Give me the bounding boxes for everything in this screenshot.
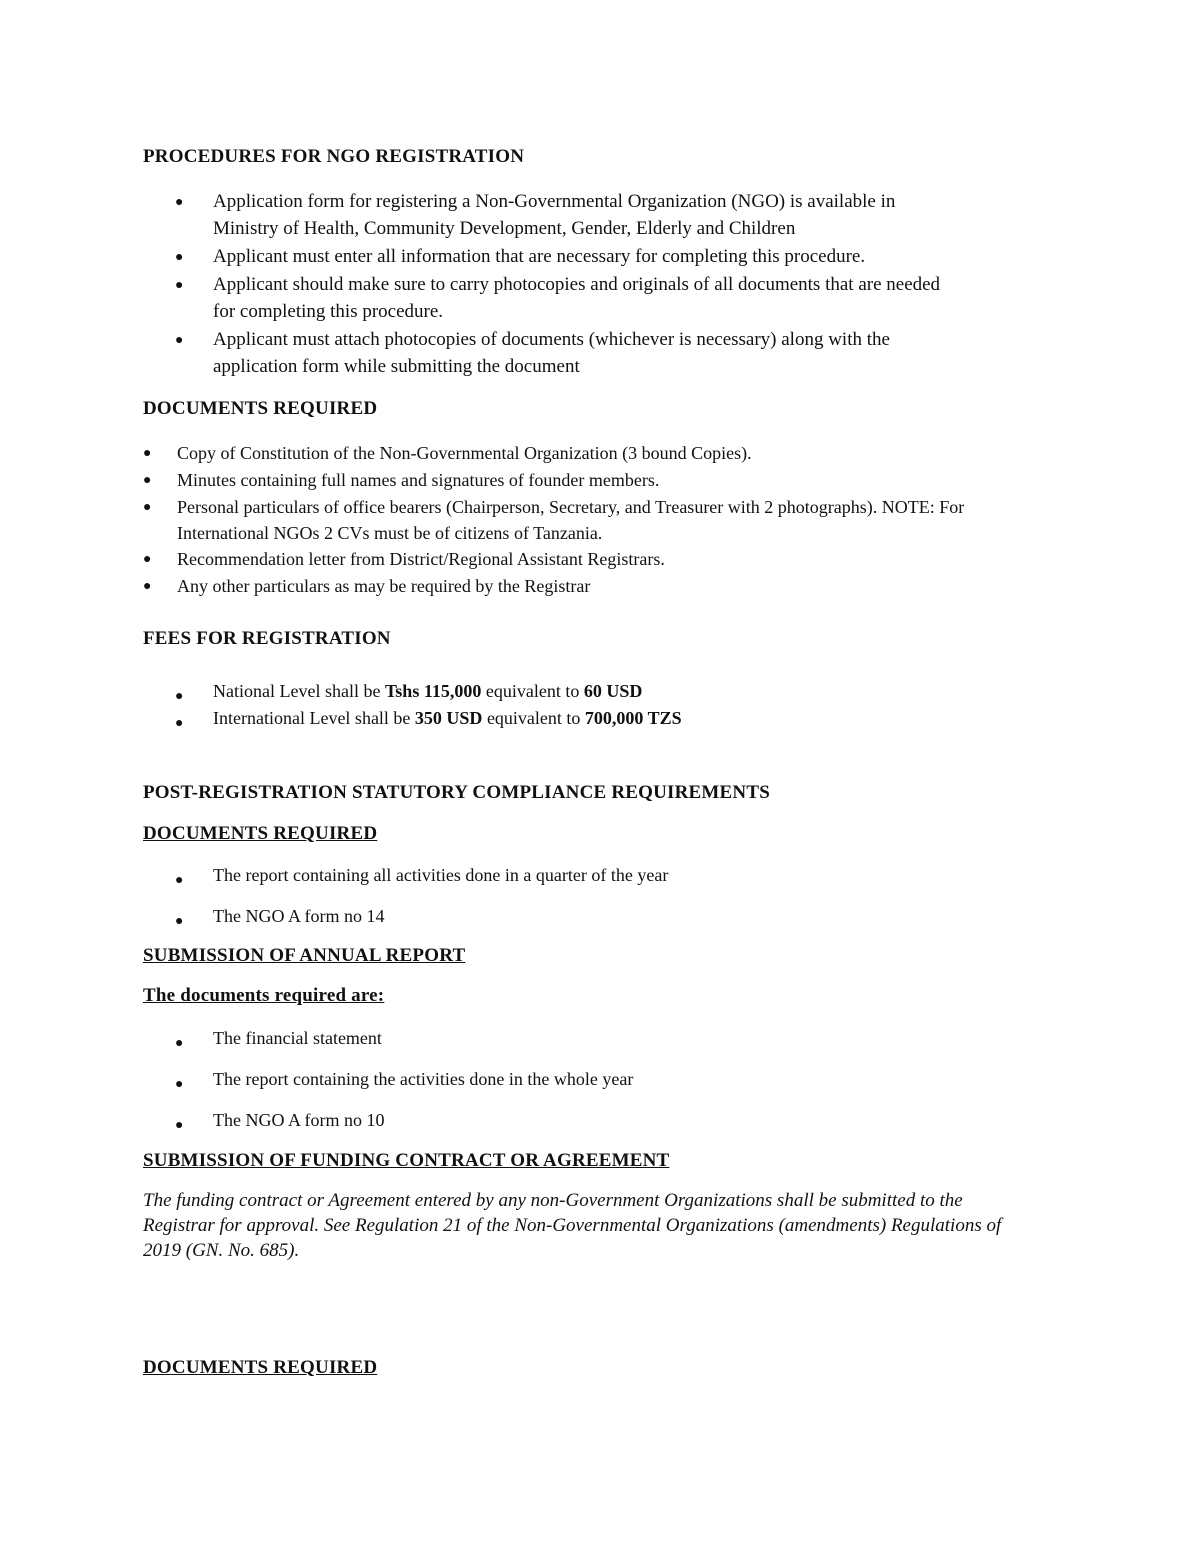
bullet-icon: ●	[175, 1077, 184, 1092]
fee-international-equivalent: 700,000 TZS	[584, 708, 682, 728]
annual-report-heading: SUBMISSION OF ANNUAL REPORT	[143, 945, 466, 966]
documents-item-line: Copy of Constitution of the Non-Governmental Organization (3 bound Copies).	[177, 443, 752, 463]
bullet-icon: ●	[175, 873, 184, 888]
procedures-heading: PROCEDURES FOR NGO REGISTRATION	[143, 146, 525, 167]
fees-heading: FEES FOR REGISTRATION	[143, 628, 391, 649]
bullet-icon: ●	[175, 195, 184, 210]
post-registration-heading: POST-REGISTRATION STATUTORY COMPLIANCE REQUIREMENTS	[143, 782, 770, 803]
documents-item-line: Personal particulars of office bearers (Chairperson, Secretary, and Treasurer with 2 photographs). NOTE: For	[177, 497, 965, 517]
annual-report-item-text: The financial statement	[213, 1028, 382, 1048]
bullet-icon: ●	[143, 500, 152, 515]
post-registration-docs-heading: DOCUMENTS REQUIRED	[143, 823, 378, 844]
documents-item-line: Recommendation letter from District/Regional Assistant Registrars.	[177, 549, 665, 569]
annual-report-item-text: The NGO A form no 10	[213, 1110, 385, 1130]
procedures-item-line: Ministry of Health, Community Development, Gender, Elderly and Children	[213, 218, 796, 239]
post-registration-item-text: The NGO A form no 14	[213, 906, 385, 926]
bullet-icon: ●	[175, 333, 184, 348]
fee-national-label: National Level shall be	[213, 681, 385, 701]
procedures-item-line: Applicant must attach photocopies of documents (whichever is necessary) along with the	[213, 329, 890, 350]
bullet-icon: ●	[175, 250, 184, 265]
fee-national-text	[213, 678, 642, 704]
fee-national-mid: equivalent to	[481, 681, 584, 701]
fee-international-text	[213, 705, 682, 731]
bullet-icon: ●	[175, 689, 184, 704]
documents-item-line: Any other particulars as may be required by the Registrar	[177, 576, 591, 596]
funding-line: 2019 (GN. No. 685).	[143, 1240, 300, 1261]
documents-required-heading: DOCUMENTS REQUIRED	[143, 398, 378, 419]
funding-heading: SUBMISSION OF FUNDING CONTRACT OR AGREEMENT	[143, 1150, 670, 1171]
funding-line: Registrar for approval. See Regulation 21 of the Non-Governmental Organizations (amendments) Regulations of	[143, 1215, 1002, 1236]
procedures-item-line: Application form for registering a Non-Governmental Organization (NGO) is available in	[213, 191, 896, 212]
bullet-icon: ●	[143, 446, 152, 461]
bullet-icon: ●	[175, 914, 184, 929]
fee-international-label: International Level shall be	[213, 708, 415, 728]
bullet-icon: ●	[175, 716, 184, 731]
documents-item-line: International NGOs 2 CVs must be of citizens of Tanzania.	[177, 523, 603, 543]
bullet-icon: ●	[175, 1036, 184, 1051]
bullet-icon: ●	[175, 1118, 184, 1133]
fee-international-mid: equivalent to	[482, 708, 585, 728]
annual-report-item-text: The report containing the activities done in the whole year	[213, 1069, 634, 1089]
procedures-item-line: for completing this procedure.	[213, 301, 444, 322]
documents-item-line: Minutes containing full names and signatures of founder members.	[177, 470, 660, 490]
fee-international-amount: 350 USD	[414, 708, 483, 728]
bullet-icon: ●	[175, 278, 184, 293]
procedures-item-line: application form while submitting the document	[213, 356, 580, 377]
bullet-icon: ●	[143, 579, 152, 594]
funding-line: The funding contract or Agreement entered by any non-Government Organizations shall be submitted to the	[143, 1190, 963, 1211]
fee-national-amount: Tshs 115,000	[384, 681, 482, 701]
bullet-icon: ●	[143, 552, 152, 567]
annual-report-subheading: The documents required are:	[143, 985, 385, 1006]
bullet-icon: ●	[143, 473, 152, 488]
procedures-item-line: Applicant must enter all information that are necessary for completing this procedure.	[213, 246, 866, 267]
final-documents-required-heading: DOCUMENTS REQUIRED	[143, 1357, 378, 1378]
procedures-item-line: Applicant should make sure to carry photocopies and originals of all documents that are needed	[213, 274, 941, 295]
post-registration-item-text: The report containing all activities done in a quarter of the year	[213, 865, 669, 885]
fee-national-equivalent: 60 USD	[583, 681, 643, 701]
